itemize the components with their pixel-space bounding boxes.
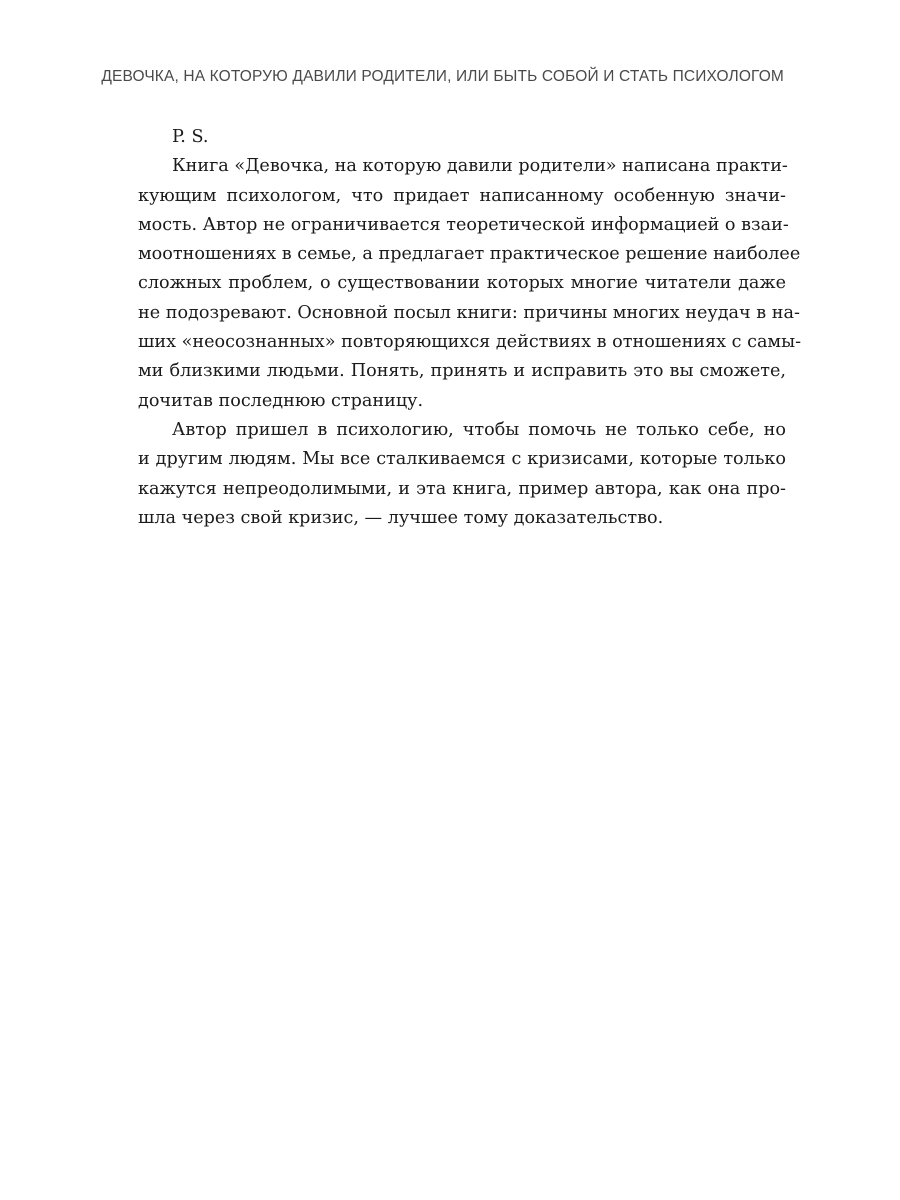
paragraph-1 [138, 152, 802, 416]
paragraph-line: дочитав последнюю страницу. [138, 390, 424, 411]
paragraph-line: сложных проблем, о существовании которых многие читатели даже [138, 273, 786, 294]
paragraph-line: ших «неосознанных» повторяющихся действиях в отношениях с самы- [138, 332, 802, 353]
paragraph-line: шла через свой кризис, — лучшее тому доказательство. [138, 507, 664, 528]
paragraph-line: кажутся непреодолимыми, и эта книга, пример автора, как она про- [138, 478, 786, 499]
paragraph-line: Книга «Девочка, на которую давили родители» написана практи- [172, 156, 788, 177]
paragraph-2 [138, 416, 786, 533]
running-header: ДЕВОЧКА, НА КОТОРУЮ ДАВИЛИ РОДИТЕЛИ, ИЛИ БЫТЬ СОБОЙ И СТАТЬ ПСИХОЛОГОМ [101, 68, 784, 85]
page-body [138, 123, 802, 533]
paragraph-line: не подозревают. Основной посыл книги: причины многих неудач в на- [138, 302, 800, 323]
ps-label: P. S. [172, 127, 209, 147]
paragraph-line: и другим людям. Мы все сталкиваемся с кризисами, которые только [138, 449, 786, 470]
paragraph-line: мость. Автор не ограничивается теоретической информацией о взаи- [138, 214, 789, 235]
paragraph-line: моотношениях в семье, а предлагает практическое решение наиболее [138, 244, 801, 265]
paragraph-line: ми близкими людьми. Понять, принять и исправить это вы сможете, [138, 361, 786, 382]
paragraph-line: Автор пришел в психологию, чтобы помочь не только себе, но [172, 419, 786, 440]
paragraph-line: кующим психологом, что придает написанному особенную значи- [138, 185, 786, 206]
